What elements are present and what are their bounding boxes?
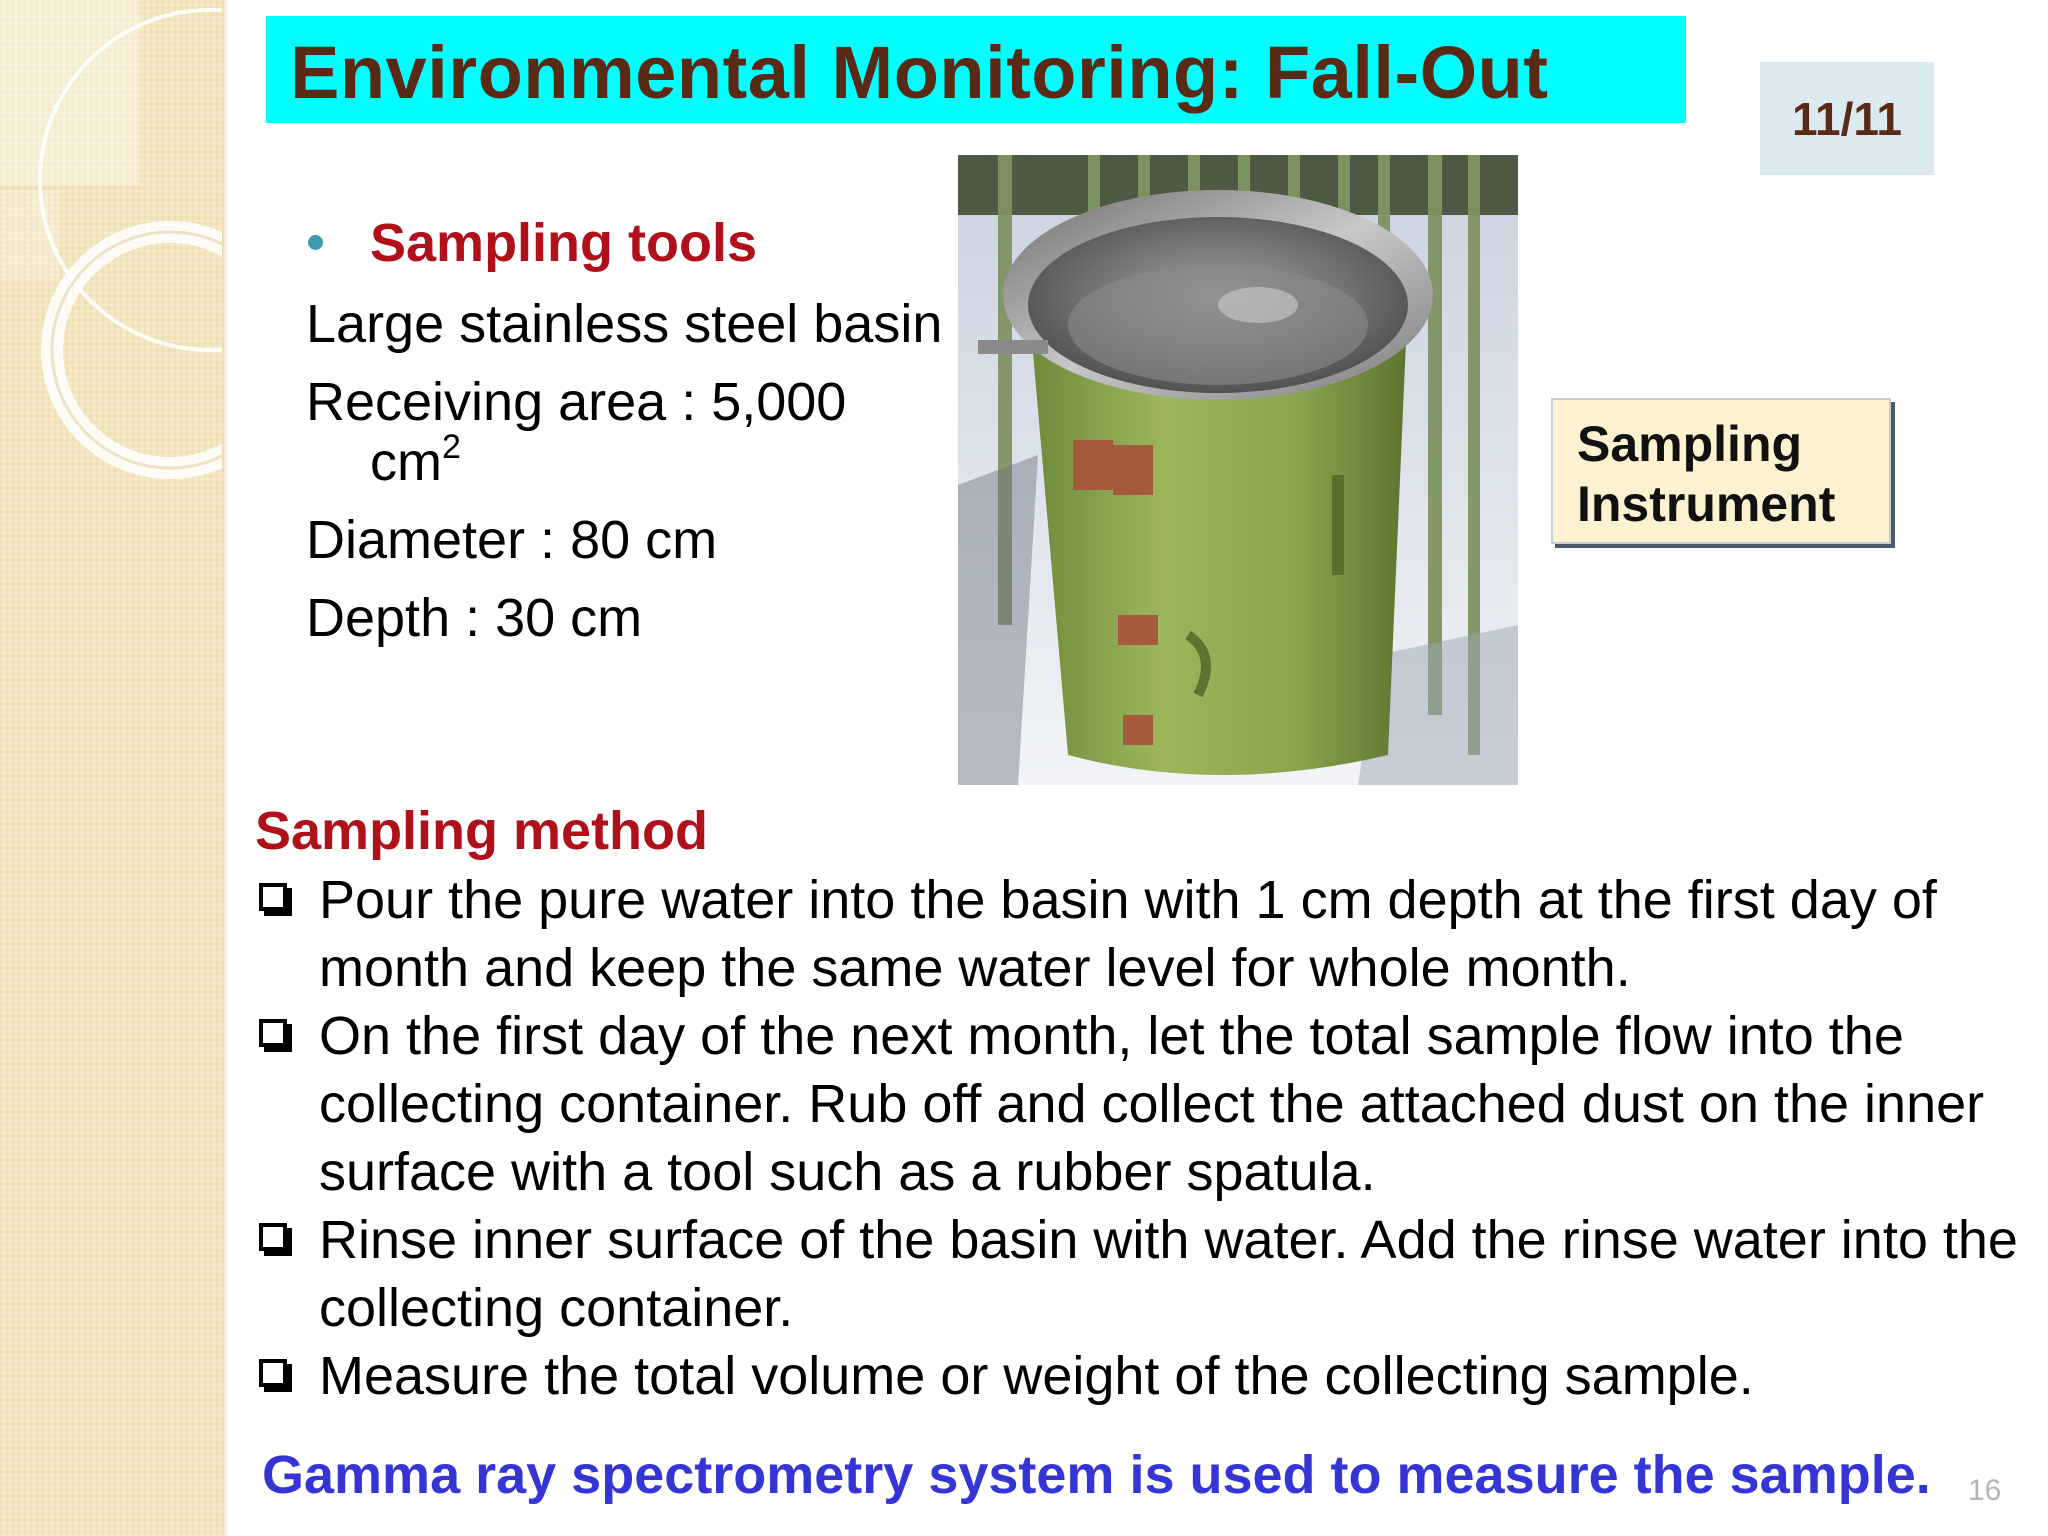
caption-text: Sampling Instrument bbox=[1577, 416, 1836, 532]
method-step-text: Measure the total volume or weight of the collecting sample. bbox=[319, 1346, 1754, 1406]
bullet-dot-icon bbox=[308, 235, 323, 250]
tool-item-area-text: Receiving area : 5,000 cm bbox=[306, 372, 847, 492]
sampling-method-heading: Sampling method bbox=[255, 801, 709, 861]
checkbox-bullet-icon bbox=[259, 1223, 287, 1251]
checkbox-bullet-icon bbox=[259, 1359, 287, 1387]
sampling-instrument-caption bbox=[1551, 398, 1891, 544]
method-step-text: Pour the pure water into the basin with 1 cm depth at the first day of month and keep the same water level for whole month. bbox=[319, 870, 1937, 998]
footer-note: Gamma ray spectrometry system is used to measure the sample. bbox=[262, 1445, 1931, 1505]
tool-item-basin: Large stainless steel basin bbox=[306, 294, 943, 354]
strip-edge bbox=[222, 0, 228, 1536]
sampling-tools-heading bbox=[306, 210, 946, 276]
checkbox-bullet-icon bbox=[259, 883, 287, 911]
title-bar bbox=[266, 16, 1686, 123]
sampler-photo-drawing bbox=[958, 155, 1518, 785]
method-step bbox=[255, 1002, 2045, 1206]
area-superscript: 2 bbox=[441, 428, 461, 466]
method-step bbox=[255, 866, 2045, 1002]
slide-number: 16 bbox=[1968, 1474, 2002, 1507]
method-step bbox=[255, 1206, 2045, 1342]
slide-title: Environmental Monitoring: Fall-Out bbox=[290, 31, 1549, 114]
tool-item-diameter: Diameter : 80 cm bbox=[306, 510, 718, 570]
decorative-rings bbox=[0, 0, 228, 1536]
page-indicator: 11/11 bbox=[1760, 62, 1934, 175]
sampling-method-list bbox=[255, 866, 2045, 1410]
method-step bbox=[255, 1342, 2045, 1410]
checkbox-bullet-icon bbox=[259, 1019, 287, 1047]
sampling-tools-heading-text: Sampling tools bbox=[370, 213, 758, 273]
tool-item-depth: Depth : 30 cm bbox=[306, 588, 643, 648]
decorative-side-strip bbox=[0, 0, 228, 1536]
tool-item-area bbox=[306, 372, 946, 492]
method-step-text: On the first day of the next month, let the total sample flow into the collecting container. Rub off and collect the attached dust on the inner surface with a tool such as a rubber spatula. bbox=[319, 1006, 1985, 1202]
sampler-photo bbox=[958, 155, 1518, 785]
method-step-text: Rinse inner surface of the basin with water. Add the rinse water into the collecting container. bbox=[319, 1210, 2018, 1338]
sampling-tools-section bbox=[306, 210, 946, 648]
